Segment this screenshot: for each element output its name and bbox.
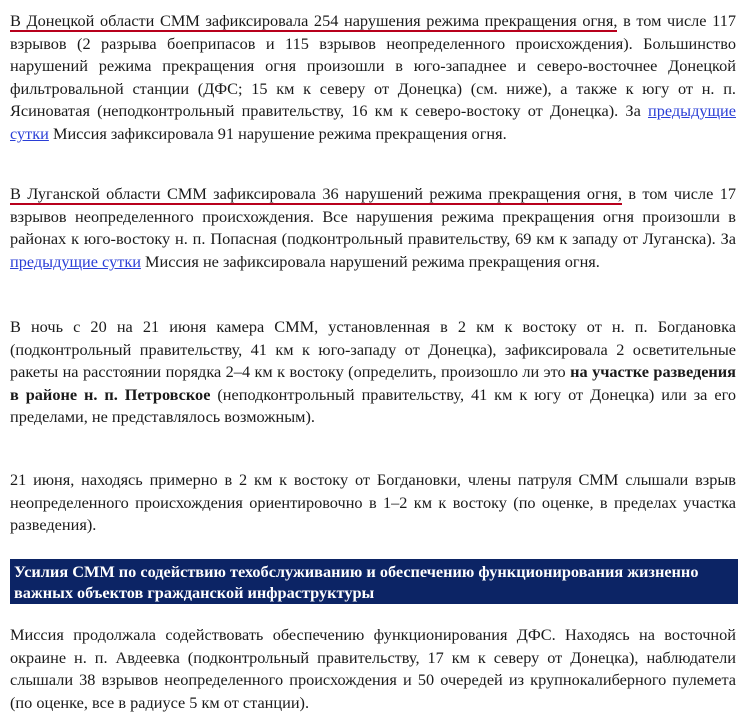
paragraph-dfs: Миссия продолжала содействовать обеспечению функционирования ДФС. Находясь на восточной окраине н. п. Авдеевка (подконтрольный правительству, 17 км к северу от Донецка), наблюдатели слышали 38 взрывов неопределенного происхождения и 50 очередей из крупнокалиберного пулемета (по оценке, все в радиусе 5 км от станции). bbox=[10, 625, 736, 712]
donetsk-text-b: Миссия зафиксировала 91 нарушение режима прекращения огня. bbox=[48, 123, 507, 143]
disengagement-area-bold: на участке разведения в районе н. п. Петровское bbox=[10, 362, 736, 404]
camera-text-a: В ночь с 20 на 21 июня камера СММ, установленная в 2 км к востоку от н. п. Богдановка (подконтрольный правительству, 41 км к юго-западу от Донецка), зафиксировала 2 осветительные ракеты на расстоянии порядка 2–4 км к востоку (определить, произошло ли это bbox=[10, 317, 736, 382]
paragraph-bogdanovka-camera bbox=[10, 316, 736, 429]
paragraph-donetsk bbox=[10, 10, 736, 146]
luhansk-text-b: Миссия не зафиксировала нарушений режима прекращения огня. bbox=[140, 251, 600, 271]
previous-day-link-luhansk[interactable]: предыдущие сутки bbox=[10, 251, 141, 271]
donetsk-text-a: в том числе 117 взрывов (2 разрыва боеприпасов и 115 взрывов неопределенного происхождения). Большинство нарушений режима прекращения огня произошли в юго-западнее и северо-восточнее Донецкой фильтровальной станции (ДФС; 15 км к северу от Донецка) (см. ниже), а также к югу от н. п. Ясиноватая (неподконтрольный правительству, 16 км к северо-востоку от Донецка). За bbox=[10, 11, 736, 121]
previous-day-link-donetsk[interactable]: предыдущие сутки bbox=[10, 101, 736, 143]
donetsk-summary-underlined: В Донецкой области СММ зафиксировала 254 нарушения режима прекращения огня, bbox=[10, 11, 618, 30]
camera-text-b: (неподконтрольный правительству, 41 км к югу от Донецка) или за его пределами, не представлялось возможным). bbox=[10, 384, 736, 427]
paragraph-luhansk bbox=[10, 183, 736, 273]
luhansk-summary-underlined: В Луганской области СММ зафиксировала 36 нарушений режима прекращения огня, bbox=[10, 184, 622, 203]
section-heading: Усилия СММ по содействию техобслуживанию и обеспечению функционирования жизненно важных объектов гражданской инфраструктуры bbox=[10, 559, 738, 604]
paragraph-bogdanovka-patrol: 21 июня, находясь примерно в 2 км к востоку от Богдановки, члены патруля СММ слышали взрыв неопределенного происхождения ориентировочно в 1–2 км к востоку (по оценке, в пределах участка разведения). bbox=[10, 470, 736, 535]
luhansk-text-a: в том числе 17 взрывов неопределенного происхождения. Все нарушения режима прекращения огня произошли в районах к юго-востоку н. п. Попасная (подконтрольный правительству, 69 км к западу от Луганска). За bbox=[10, 184, 736, 249]
